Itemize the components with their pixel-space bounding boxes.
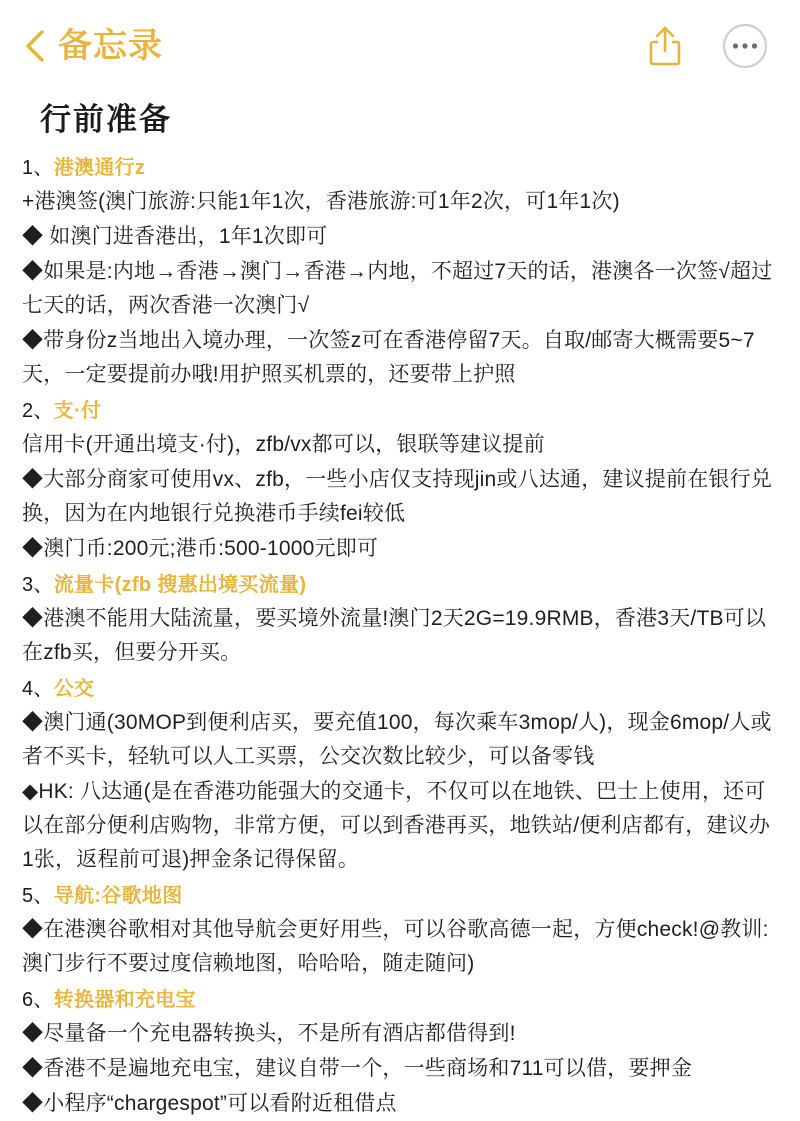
section-number: 5、 — [22, 885, 54, 908]
section-heading — [22, 396, 778, 427]
note-section — [22, 570, 778, 670]
note-line: 信用卡(开通出境支·付)，zfb/vx都可以，银联等建议提前 — [22, 433, 545, 457]
chevron-left-icon[interactable] — [22, 26, 48, 66]
section-heading-text: 港澳通行z — [53, 157, 146, 179]
section-number: 6、 — [22, 989, 54, 1012]
note-line: ◆澳门币:200元;港币:500-1000元即可 — [22, 537, 379, 561]
note-line: ◆带身份z当地出入境办理，一次签z可在香港停留7天。自取/邮寄大概需要5~7天，一定要提前办哦!用护照买机票的，还要带上护照 — [22, 329, 755, 387]
note-line: ◆在港澳谷歌相对其他导航会更好用些，可以谷歌高德一起，方便check!@教训:澳门步行不要过度信赖地图，哈哈哈，随走随问) — [22, 918, 769, 976]
note-line: ◆ 如澳门进香港出，1年1次即可 — [22, 225, 328, 249]
note-section — [22, 153, 778, 392]
section-number: 1、 — [22, 157, 54, 179]
section-heading-text: 流量卡(zfb 搜惠出境买流量) — [53, 574, 307, 597]
top-navigation-bar — [18, 0, 782, 92]
section-heading-text: 转换器和充电宝 — [53, 989, 196, 1012]
note-content — [18, 94, 782, 1121]
section-heading-text: 导航:谷歌地图 — [53, 885, 183, 908]
note-section — [22, 985, 778, 1121]
note-line: ◆香港不是遍地充电宝，建议自带一个，一些商场和711可以借，要押金 — [22, 1057, 693, 1081]
section-number: 4、 — [22, 678, 54, 701]
note-line: ◆尽量备一个充电器转换头，不是所有酒店都借得到! — [22, 1022, 516, 1046]
note-line: +港澳签(澳门旅游:只能1年1次，香港旅游:可1年2次，可1年1次) — [22, 190, 620, 213]
note-line: ◆HK: 八达通(是在香港功能强大的交通卡，不仅可以在地铁、巴士上使用，还可以在部分便利店购物，非常方便，可以到香港再买，地铁站/便利店都有，建议办1张，返程前可退)押金条记得保留。 — [22, 780, 771, 872]
note-line: ◆澳门通(30MOP到便利店买，要充值100，每次乘车3mop/人)，现金6mop/人或者不买卡，轻轨可以人工买票，公交次数比较少，可以备零钱 — [22, 711, 772, 769]
section-heading — [22, 674, 778, 705]
section-heading — [22, 881, 778, 912]
nav-right-group — [642, 23, 774, 69]
section-number: 3、 — [22, 574, 54, 597]
section-heading-text: 支·付 — [53, 400, 102, 423]
more-ellipsis-icon[interactable] — [722, 23, 768, 69]
note-line: ◆小程序“chargespot”可以看附近租借点 — [22, 1092, 397, 1116]
section-heading — [22, 985, 778, 1016]
section-number: 2、 — [22, 400, 54, 423]
note-title: 行前准备 — [40, 102, 172, 137]
note-line: ◆如果是:内地→香港→澳门→香港→内地，不超过7天的话，港澳各一次签√超过七天的话，两次香港一次澳门√ — [22, 260, 773, 318]
share-icon[interactable] — [642, 23, 688, 69]
note-section — [22, 881, 778, 981]
note-line: ◆港澳不能用大陆流量，要买境外流量!澳门2天2G=19.9RMB，香港3天/TB可以在zfb买，但要分开买。 — [22, 607, 767, 665]
section-heading — [22, 153, 778, 184]
page-title: 备忘录 — [58, 27, 163, 65]
note-section — [22, 396, 778, 566]
section-heading — [22, 570, 778, 601]
nav-left-group — [22, 26, 163, 66]
section-heading-text: 公交 — [53, 678, 95, 701]
note-section — [22, 674, 778, 877]
note-line: ◆大部分商家可使用vx、zfb，一些小店仅支持现jin或八达通，建议提前在银行兑换，因为在内地银行兑换港币手续fei较低 — [22, 468, 773, 526]
